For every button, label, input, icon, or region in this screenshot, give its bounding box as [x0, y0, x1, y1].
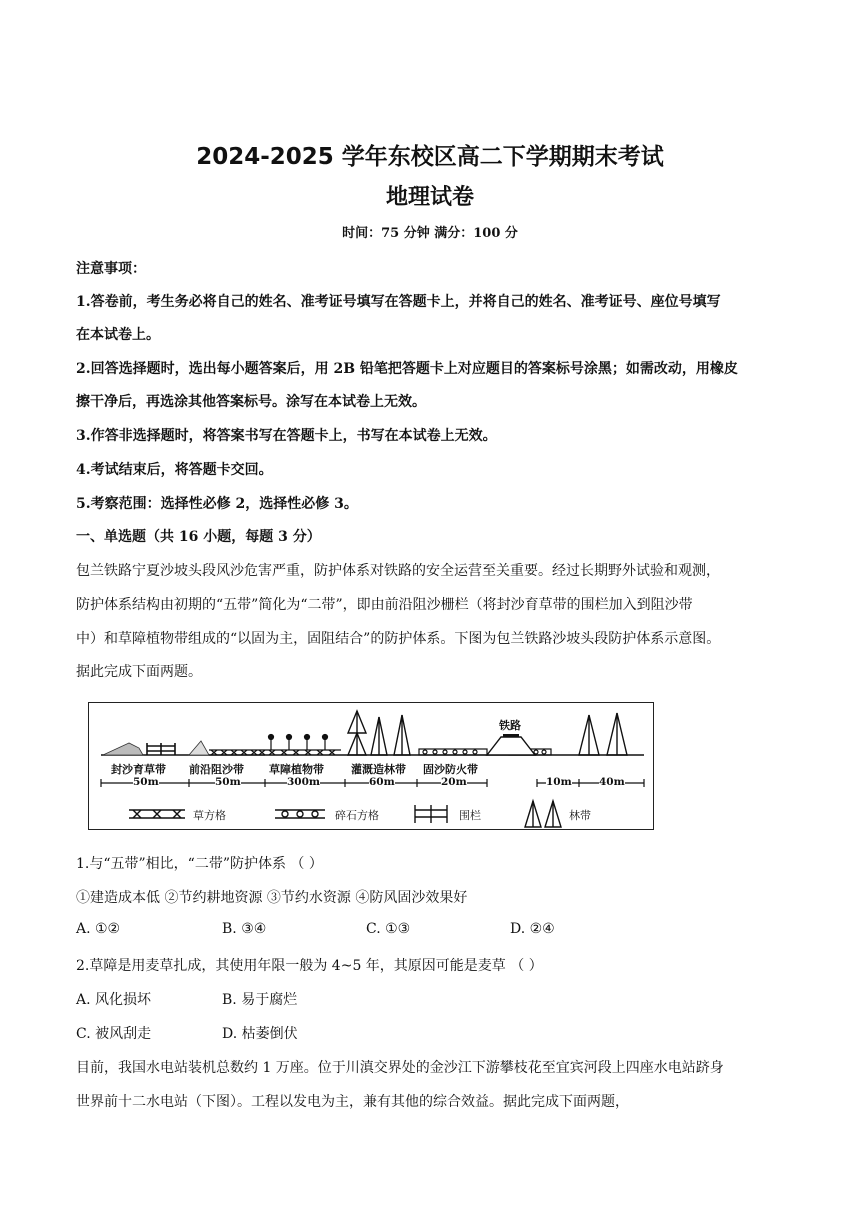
exam-subject: 地理试卷 [385, 185, 474, 210]
passage2-line-1: 目前，我国水电站装机总数约 1 万座。位于川滇交界处的金沙江下游攀枝花至宜宾河段上四座水电站跻身 [76, 1060, 724, 1076]
q1-stem: 1.与“五带”相比，“二带”防护体系 （ ） [76, 856, 323, 872]
legend-forest: 林带 [569, 809, 591, 822]
q2-stem: 2.草障是用麦草扎成，其使用年限一般为 4~5 年，其原因可能是麦草 （ ） [76, 958, 543, 974]
zone-label-5: 固沙防火带 [423, 763, 478, 776]
distance-5: 20m [441, 776, 467, 788]
distance-7: 40m [599, 776, 625, 788]
passage2-line-2: 世界前十二水电站（下图）。工程以发电为主，兼有其他的综合效益。据此完成下面两题， [76, 1094, 629, 1110]
zone-label-4: 灌溉造林带 [351, 763, 406, 776]
note-line-2: 在本试卷上。 [76, 327, 160, 343]
right-trees [579, 713, 627, 755]
legend-gravel-grid: 碎石方格 [335, 809, 379, 822]
railway-label: 铁路 [499, 719, 521, 732]
zone-label-1: 封沙育草带 [111, 763, 166, 776]
note-line-6: 4.考试结束后，将答题卡交回。 [76, 462, 273, 478]
note-line-4: 擦干净后，再选涂其他答案标号。涂写在本试卷上无效。 [76, 394, 426, 410]
notes-heading: 注意事项： [76, 261, 146, 277]
note-line-3: 2.回答选择题时，选出每小题答案后，用 2B 铅笔把答题卡上对应题目的答案标号涂黑；如需改动，用橡皮 [76, 361, 738, 377]
q1-option-d: D. ②④ [510, 921, 555, 937]
legend-straw-grid: 草方格 [193, 809, 226, 822]
q2-option-b: B. 易于腐烂 [222, 992, 298, 1008]
forest-belt-trees [348, 711, 410, 755]
passage1-line-3: 中）和草障植物带组成的“以固为主，固阻结合”的防护体系。下图为包兰铁路沙坡头段防护体系示意图。 [76, 631, 721, 647]
q2-option-a: A. 风化损坏 [76, 992, 152, 1008]
zone-label-3: 草障植物带 [269, 763, 324, 776]
zone-label-2: 前沿阻沙带 [189, 763, 244, 776]
distance-6: 10m [546, 776, 572, 788]
distance-1: 50m [133, 776, 159, 788]
railway-embankment [487, 737, 535, 755]
protection-system-diagram [88, 702, 654, 830]
note-line-7: 5.考察范围：选择性必修 2，选择性必修 3。 [76, 496, 358, 512]
section-heading: 一、单选题（共 16 小题，每题 3 分） [76, 529, 321, 545]
note-line-1: 1.答卷前，考生务必将自己的姓名、准考证号填写在答题卡上，并将自己的姓名、准考证号、座位号填写 [76, 294, 721, 310]
q1-items: ①建造成本低 ②节约耕地资源 ③节约水资源 ④防风固沙效果好 [76, 890, 468, 906]
q1-option-c: C. ①③ [366, 921, 411, 937]
shrub-icons [269, 735, 328, 751]
q2-option-d: D. 枯萎倒伏 [222, 1026, 298, 1042]
fence-legend-icon [415, 805, 447, 823]
legend-fence: 围栏 [459, 809, 481, 822]
note-line-5: 3.作答非选择题时，将答案书写在答题卡上，书写在本试卷上无效。 [76, 428, 497, 444]
q2-option-c: C. 被风刮走 [76, 1026, 152, 1042]
straw-grid-legend-icon [129, 810, 185, 818]
distance-2: 50m [215, 776, 241, 788]
time-score: 时间：75 分钟 满分：100 分 [342, 226, 518, 241]
distance-3: 300m [287, 776, 321, 788]
gravel-grid-legend-icon [275, 810, 325, 818]
forest-legend-icon [525, 801, 561, 827]
passage1-line-4: 据此完成下面两题。 [76, 664, 202, 680]
fence-icon [147, 743, 175, 755]
distance-4: 60m [369, 776, 395, 788]
passage1-line-2: 防护体系结构由初期的“五带”简化为“二带”，即由前沿阻沙栅栏（将封沙育草带的围栏加入到阻沙带 [76, 597, 693, 613]
passage1-line-1: 包兰铁路宁夏沙坡头段风沙危害严重，防护体系对铁路的安全运营至关重要。经过长期野外试验和观测， [76, 563, 720, 579]
exam-title: 2024-2025 学年东校区高二下学期期末考试 [196, 144, 664, 170]
q1-option-b: B. ③④ [222, 921, 267, 937]
q1-option-a: A. ①② [76, 921, 121, 937]
